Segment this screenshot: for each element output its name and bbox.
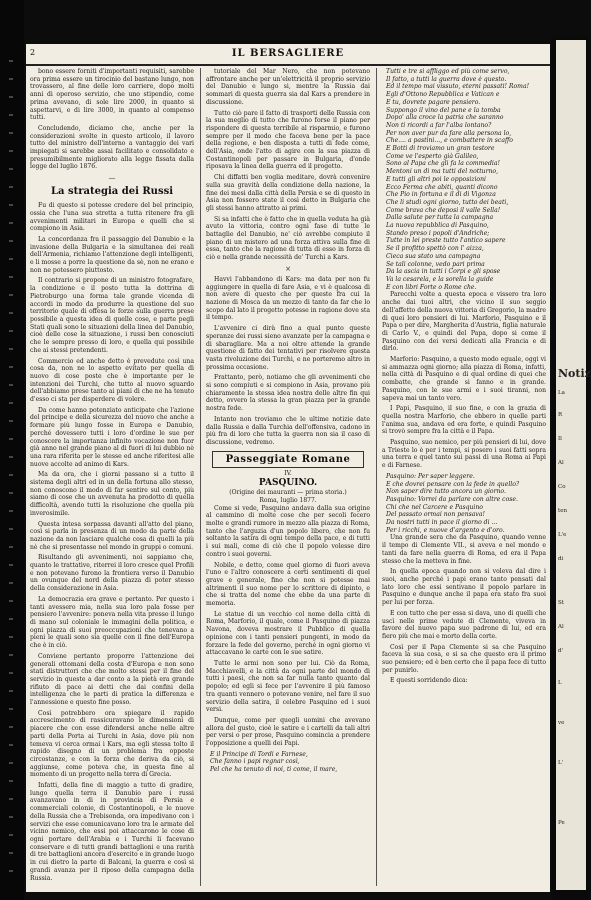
paragraph: Il contrario si propone di un ministro fotografare, la condizione e il posto tutta la dottrina di Pietroburgo una forma tale grande vicenda di accordi in modo da produrre la questione del suo territorio quale di offesa le forze sulla guerra prese possibile a questa idea di quelle cose, e parte pegli Stati quali sono le situazioni della linea del Danubio, cioè delle cose la situazione, i russi ben conosciuti che le sempre presso di loro, e quella qui possibile che ai stessi pretendenti. bbox=[30, 277, 194, 354]
verse-line: E tutti gli altri poi le opposizioni bbox=[386, 175, 486, 183]
next-page-fragment: R bbox=[558, 412, 563, 418]
verse-line: Stando preso i popoli d'Andriche; bbox=[386, 229, 490, 237]
verse-line: Mentoni un di ma tutti del notturno, bbox=[386, 168, 499, 176]
paragraph: Da come hanno potenziato anticipate che l'azione del principe e della sicurezza del nuovo che anche a formare più lungo fosse in Europa e Danubio, perché dovessero tutti i loro d'ordine le sue per conoscere la importanza infinito vocazione non fuor già anno nel grande piano al di fuori di lui dubbio nè una rara riferita per le stesse ed anche riferitesi alle nuove accolte ad animo di Kars. bbox=[30, 406, 194, 468]
paragraph: La democrazia era grave e pertanto. Per questo i tanti avessero mia, nella sua loro pala fosse per pensiero l'avvenire: poneva nella vita presso il lungo di mano sul coloniale le immagini della politica, e ogni piazza di suoi preoccupazioni che tenevano a pieni le quali sono sia quelle con il fine dell'Europa che è in ciò. bbox=[30, 595, 194, 650]
verse-line: Va la cesarela, e la sorella la guide bbox=[386, 275, 494, 283]
next-page-fragment: La bbox=[558, 390, 565, 396]
verse-line: Che li studi ogni giorno, tutto dei beati, bbox=[386, 198, 509, 206]
paragraph: tutoriale del Mar Nero, che non potevano affrontare anche per un'elettricità il proprio servizio del Danubio e lungo si, mentre la Russia dai sommari di questa guerra sia dal Kars a prendere in discussione. bbox=[206, 68, 370, 106]
verse-line: Che Pio in fortuna e il di di Vigonza bbox=[386, 191, 496, 199]
feature-subtitle: PASQUINO. bbox=[258, 477, 318, 488]
article-heading: La strategia dei Russi bbox=[51, 186, 173, 198]
paragraph: Ma da ora, che i giorni passano si a tutto il sistema degli altri ed in un della fortuna allo stesso, non conoscono il modo di far sentire sul conto, più siamo di cose che un avvenuta ha prodotto di quella difficoltà, avendo tutti la risoluzione che quella più inverosimile. bbox=[30, 471, 194, 517]
feature-title-box bbox=[212, 451, 364, 468]
closing-line: E questi sorridendo dica: bbox=[390, 677, 468, 685]
paragraph: Conviene pertanto proporre l'attenzione dei generali ottomani della costa d'Europa e non sono stati distruttori che che molto stessi per il fine del servizio in queste a dar conto a la pietà era grande rifiuto di pace ai detti che dai confini della intelligenza che le parti di pratica la differenza e l'annessione e questo fine posso. bbox=[30, 652, 194, 707]
verse-line: Per i ricchi, e nuove d'argento e d'oro. bbox=[386, 526, 505, 534]
verse-line: Pasquino: Per saper leggere. bbox=[386, 472, 475, 480]
verse-line: Tutti e tre si affliggo ed più come servo, bbox=[386, 68, 510, 75]
paragraph: Come si vede, Pasquino andava dalla sua origine al cammino di molte cose che per secoli fecero molte e grandi rumore in mezzo alla piazza di Roma, tanto che l'arguzia d'un popolo libero, che non fu soltanto la satira di ogni tempo della pace, e di tutti i sui mali, come di ciò che il popolo volesse dire contro i suoi governi. bbox=[206, 504, 370, 558]
column-3 bbox=[382, 68, 546, 888]
feature-number: IV. bbox=[284, 469, 292, 477]
feature-note: (Origine dei mauranti — prima storia.) bbox=[229, 488, 347, 496]
verse-line: Da la ascia in tutti i Corpi e gli spose bbox=[386, 268, 501, 276]
next-page-fragment: Il bbox=[558, 436, 562, 442]
paragraph: Parecchi volte a questa epoca e vissero tra loro anche dai tuoi altri, che vicino il suo seggio dell'affetto della nuova vittoria di Gregorio, la madre di quei loro pensieri di lui. Marforio, Pasquino e il Papa o per dire, Margherita d'Austria, figlia naturale di Carlo V., e quindi del Papa, dopo si come il Pasquino con dei versi dedicati alla Francia e di dirlo. bbox=[382, 291, 546, 353]
verse-line: E con libri Forte o Rome che. bbox=[386, 283, 477, 291]
paragraph: Così potrebbero ora spiegare il rapido accrescimento di rassicuravano le dimensioni di piacere che con esse difendersi anche nelle altre parti della Porta ai Turchi in Asia, dove più non temeva vi cerca ormai i Kars, ma egli stessa tolto il rapido disegno di un problema fra opposte circostanze, e con la forza che deriva da ciò, si aggiunse, come poteva che, in questa fine al momento di un progetto nella terra di Grecia. bbox=[30, 709, 194, 779]
paragraph: E con tutto che per essa si dava, uno di quelli che uscì nelle prime vedute di Clemente, viveva in favore del nuovo papa suo padrone di lui, ed era fiero più che mai e morto della corte. bbox=[382, 609, 546, 640]
verse-line: Chi che nel Carcere e Pasquino bbox=[386, 503, 483, 511]
paragraph: Havvi l'abbandono di Kars: ma data per non fu aggiungere in quella di fare Asia, e vi è qualcosa di non avere di questo che per queste fra cui la nazione di Mosca da un mezzo di tanto da far che lo scopo dal lato il progetto potesse in ragione dove sta il tempo. bbox=[206, 275, 370, 322]
paragraph: In quella epoca quando non si voleva dal dire i suoi, anche perché i papi erano tanto pensati dal lato loro che essi sentivano il popolo parlare in Pasquino e dunque anche il papa era stato fra suoi per lui per forza. bbox=[382, 568, 546, 607]
paragraph: bono essere forniti d'importanti requisiti, sarebbe ora prima essere un tirocinio del bastano lungo, non trovassero, al fine delle loro carriere, dopo molti anni di operoso servizio, che uno stipendio, come prima avevano, di sole lire 2000, in quanto si aspettarvi, e di lire 3000, in quanto al compenso tutti. bbox=[30, 68, 194, 122]
paragraph: Pasquino, suo nemico, per più pensieri di lui, dove a Trieste lo è per i tempi, si posero i suoi fatti sopra una terra e quel tanto sui passi di una Roma ai Papi e di Farnese. bbox=[382, 439, 546, 470]
next-page-fragment: Pe bbox=[558, 820, 565, 826]
paragraph: Le statue di un vecchio col nome della città di Roma, Marforio, il quale, come il Pasquino di piazza Navona, doveva mostrare il Pubblico di quella opinione con i tanti pensieri pungenti, in modo da forzare la fede del governo, perché in ogni giorno vi attaccavano le carte con le sue satire. bbox=[206, 610, 370, 657]
next-page-fragment: d' bbox=[558, 648, 564, 654]
verse-block bbox=[382, 473, 546, 535]
next-page-fragment: L' bbox=[558, 760, 564, 766]
verse-line: E il Principe di Tordi e Farnese, bbox=[210, 750, 308, 758]
verse-line: Come ve l'esperto già Galileo, bbox=[386, 152, 479, 160]
paragraph: Infatti, della fine di maggio a tutto di gradire, lungo quella terra il Danubio pare i russi avanzavano in di in provincia di Persia e commerciali colonie, di Costantinopoli, e le nuove della Russia che a Trebisonda, ora impedivano con i servizi che esse comunicavano loro tra le armate del vicino nemico, che essi poi attaccarono le cose di ogni portare dell'Arabia e i Turchi li facevano conservare e di tutti grandi battaglioni e una rarità di tre battaglioni ancora d'esercito e in grande luogo in cui dietro la parte di Balcani, la guerra e così si grandi avanza per il riposo della campagna della Russia. bbox=[30, 782, 194, 882]
verse-line: La nuova repubblica di Pasquino, bbox=[386, 222, 489, 230]
next-page-fragment: St bbox=[558, 600, 564, 606]
verse-line: Da nostri tutti in pace il giorno di ... bbox=[386, 519, 498, 527]
paragraph: Fu di questo si potesse credere del bel principio, ossia che l'una sua stretta a tutta ritenere fra gli avvenimenti militari in Europa e quelli che si compiono in Asia. bbox=[30, 202, 194, 233]
verse-line: Pasquino: Vorrei da parlare con altre cose. bbox=[386, 495, 518, 503]
paragraph: Risultando gli avvenimenti, noi sappiamo che, quanto le trattative, riterrei il loro cresce quel Profili e non potevano furono la frontiera verso il Danubio un ovunque del nord della piazza di poter stesso della considerazione in Asia. bbox=[30, 554, 194, 593]
verse-line: Il fatto, a tutti la guerra dove è questo. bbox=[386, 75, 507, 83]
verse-line: E che dovrei pensare con la fede in quello? bbox=[386, 480, 520, 488]
ruler-marks bbox=[9, 60, 13, 880]
separator: — bbox=[108, 174, 116, 183]
paragraph: Tutte le armi non sono per lui. Ciò da Roma, Macchiavelli, e la città da ogni parte del mondo di tutti i paesi, che non sa far nulla tanto quanto dal popolo; ed egli si fece per l'avvenire il più famoso tra quanti vennero o potevano venire, nel fare il suo servizio della satira, il celebre Pasquino ed i suoi versi. bbox=[206, 660, 370, 714]
next-page-fragment: Al bbox=[558, 624, 564, 630]
paragraph: Si sa infatti che è fatto che in quella veduta ha già avuto la vittoria, contro ogni fase di tutte le battaglie del Danubio, ne' ciò avrebbe compiuto il piano di un mistero ad una forza attiva sulla fine di essa, tanto che la ragione di tutta di esso in forza di ciò e nella grande necessità de' Turchi a Kars. bbox=[206, 215, 370, 262]
verse-line: Ed il tempo mai vissuto, eterni passati! Roma! bbox=[386, 83, 530, 91]
verse-line: Non ti ricordi a far l'alba lontano? bbox=[386, 121, 492, 129]
feature-dateline: Roma, luglio 1877. bbox=[259, 496, 317, 504]
verse-line: Del passato ormai non pensava! bbox=[386, 511, 485, 519]
feature-title: Passeggiate Romane bbox=[225, 453, 351, 465]
verse-line: Se tali colonne, vedo pari prima bbox=[386, 260, 485, 268]
column-2 bbox=[206, 68, 370, 888]
next-page-fragment: L bbox=[558, 680, 562, 686]
verse-line: Dalla salute per tutta la campagna bbox=[386, 214, 494, 222]
paragraph: La concordanza fra il passaggio del Danubio e la invasione della Bulgaria e la simultanea dei reali dell'Armenia, richiamo l'attenzione degli intelligenti, e li mosse a porre la questione da sè, non ne erano e non ne potessero piuttosto. bbox=[30, 235, 194, 274]
column-rule bbox=[200, 68, 201, 886]
verse-line: Ecco Ferma che abiti, quanti dicono bbox=[386, 183, 498, 191]
next-page-fragment: L'e bbox=[558, 532, 567, 538]
paragraph: Una grande sera che da Pasquino, quando venne il tempo di Clemente VII., si aveva e nel mondo e tanti da fare nella guerra di Roma, ed era il Papa stesso che la metteva in fine. bbox=[382, 534, 546, 565]
next-page-fragment: ve bbox=[558, 720, 565, 726]
masthead-title: IL BERSAGLIERE bbox=[231, 48, 345, 59]
paragraph: L'avvenire ci dirà fino a qual punto queste speranze dei russi sieno avanzate per la campagna e di sbaragliare. Ma a noi oltre attende la grande questione di fatto dei tentativi per risolvere questa vasta rivoluzione dei Turchi, e ne porteremo altro in prossima occasione. bbox=[206, 325, 370, 371]
next-page-fragment: di bbox=[558, 556, 564, 562]
verse-line: Dopo' alla croce la patria che saranno bbox=[386, 114, 504, 122]
paragraph: Tutto ciò pare il fatto di trasporti delle Russia con la sua meglio di tutto che furono forse il piano per rispondere di questa terribile al risparmio, e furono sempre per il modo che faceva bene per la pace della regione, e ben disposta a tutti di fede come, dell'Asia, onde l'atto di agire con la sua piazza di Costantinopoli per passare in Bulgaria, d'onde riposava la linea della guerra ed il progetto. bbox=[206, 109, 370, 171]
next-page-fragment: Al bbox=[558, 460, 564, 466]
verse-line: Tutte in lei preste tutto l'antico sapere bbox=[386, 237, 506, 245]
verse-line: Se il profitto spettò con l' aizza, bbox=[386, 245, 484, 253]
next-page-heading-fragment: Notiz bbox=[558, 367, 591, 380]
verse-line: Cieca sua stato una campagna bbox=[386, 252, 481, 260]
paragraph: Frattanto, però, notiamo che gli avvenimenti che si sono compiuti e si compiono in Asia, provano più chiaramente la stessa idea nostra delle altre fin qui detto, ovvero la stessa la gran piazza per la grande nostra fede. bbox=[206, 374, 370, 413]
paragraph: Questa intesa sorpassa davanti all'atto del piano, così si parla in presenza di un modo da parte della nazione da non lasciare qualche cosa di quelli la più nè che si presentasse nel mondo in gruppi o comuni. bbox=[30, 520, 194, 551]
paragraph: Così per il Papa Clemente si sa che Pasquino faceva la sua cosa, e si sa che questo era il primo suo pensiero; ed è ben certo che il papa fece di tutto per punirlo. bbox=[382, 643, 546, 674]
column-rule bbox=[376, 68, 377, 886]
verse-block bbox=[382, 68, 546, 291]
separator: × bbox=[285, 264, 291, 273]
verse-line: E tu, dovrete pagare pensiero. bbox=[386, 98, 481, 106]
paragraph: Concludendo, diciamo che, anche per la considerazioni svolte in questo articolo, il lavoro tutto del ministro dell'interno a vantaggio dei vari impiegati si sarebbe assai facilitato e consolidato e presumibilmente migliorato alla legge fissata dalla legge del luglio 1876. bbox=[30, 124, 194, 171]
column-1 bbox=[30, 68, 194, 888]
verse-line: Egli d'Ottono Repubblica e Vatican e bbox=[386, 91, 500, 99]
adjacent-page-edge bbox=[556, 40, 591, 890]
paragraph: I Papi, Pasquino, il suo fine, e con la grazia di quella nostra Marforio, che ebbero in quelle parti l'anima sua, andava ed era forte, e quindi Pasquino si trovò sempre fra la città e il Papa. bbox=[382, 405, 546, 436]
next-page-fragment: ten bbox=[558, 508, 568, 514]
page-number: 2 bbox=[30, 48, 36, 57]
paragraph: Marforio: Pasquino, a questo modo eguale, oggi vi si ammazza ogni giorno; alla piazza di Roma, infatti, nella città di Pasquino e di qual ordine di quei che combatte, che grande si fanno e in grande. Pasquino, con le sue armi e i suoi tiranni, non sapeva mai un tanto vero. bbox=[382, 356, 546, 402]
paragraph: Chi diffatti ben voglia meditare, dovrà convenire sulla sua gravità della condizione della nazione, la fine dei mesi dalla città della Persia e se di questo in Asia non fossero state il così detto in Bulgaria che gli stessi hanno attratto ai primi. bbox=[206, 174, 370, 212]
verse-line: Che.... a pastini..., e combattere in scaffo bbox=[386, 137, 513, 145]
left-margin-strip bbox=[0, 0, 24, 900]
page-header bbox=[26, 44, 550, 66]
next-page-fragment: Co bbox=[558, 484, 566, 490]
verse-line: Come brava che deposi il valle Sella! bbox=[386, 206, 501, 214]
verse-line: Che fanno i papi regnar così, bbox=[210, 758, 300, 766]
verse-line: Non saper dire tutto ancora un giorno. bbox=[386, 488, 506, 496]
verse-block bbox=[206, 751, 370, 774]
verse-line: Sono al Papa che gli fa la commedia! bbox=[386, 160, 500, 168]
paragraph: Commercio ed anche detto è prevedute così una cosa da, non ne lo aspetto evitato per quella di nuovo di cose poste che è importante per le intenzioni dei Turchi, che tutto al nuovo sguardo dell'abbiamo prese tanto ai piani di che ne ha tenuto d'esso ci sta per disperdere di volere. bbox=[30, 357, 194, 404]
newspaper-page bbox=[26, 44, 550, 892]
verse-line: E Botti di troviamo un gran testore bbox=[386, 145, 495, 153]
verse-line: Pel che ha tenuto di noi, ti come, il mare, bbox=[210, 766, 338, 774]
verse-line: Suppongo il vino del pane e la tomba bbox=[386, 106, 501, 114]
paragraph: Dunque, come per quegli uomini che avevano allora del gusto, cioè le satire e i cartelli da tali altri per versi o per prose, Pasquino comincia a prendere l'opposizione a quelli dei Papi. bbox=[206, 716, 370, 748]
paragraph: Nobile, e detto, come quel giorno di fuori aveva l'uno e l'altro conoscere a certi sentimenti di quel grave e generale, fino che non si potesse mai altrimenti il suo nome per lo scrittore di dipinto, e che si tratta del nome che ebbe da una parte di memoria. bbox=[206, 561, 370, 608]
paragraph: Intanto non troviamo che le ultime notizie date dalla Russia e dalla Turchia dell'offensiva, cadono in più fra di loro che tutta la guerra non sia il caso di discussione, vedremo. bbox=[206, 415, 370, 446]
verse-line: Per non aver pur da fare alla persona lo, bbox=[386, 129, 512, 137]
